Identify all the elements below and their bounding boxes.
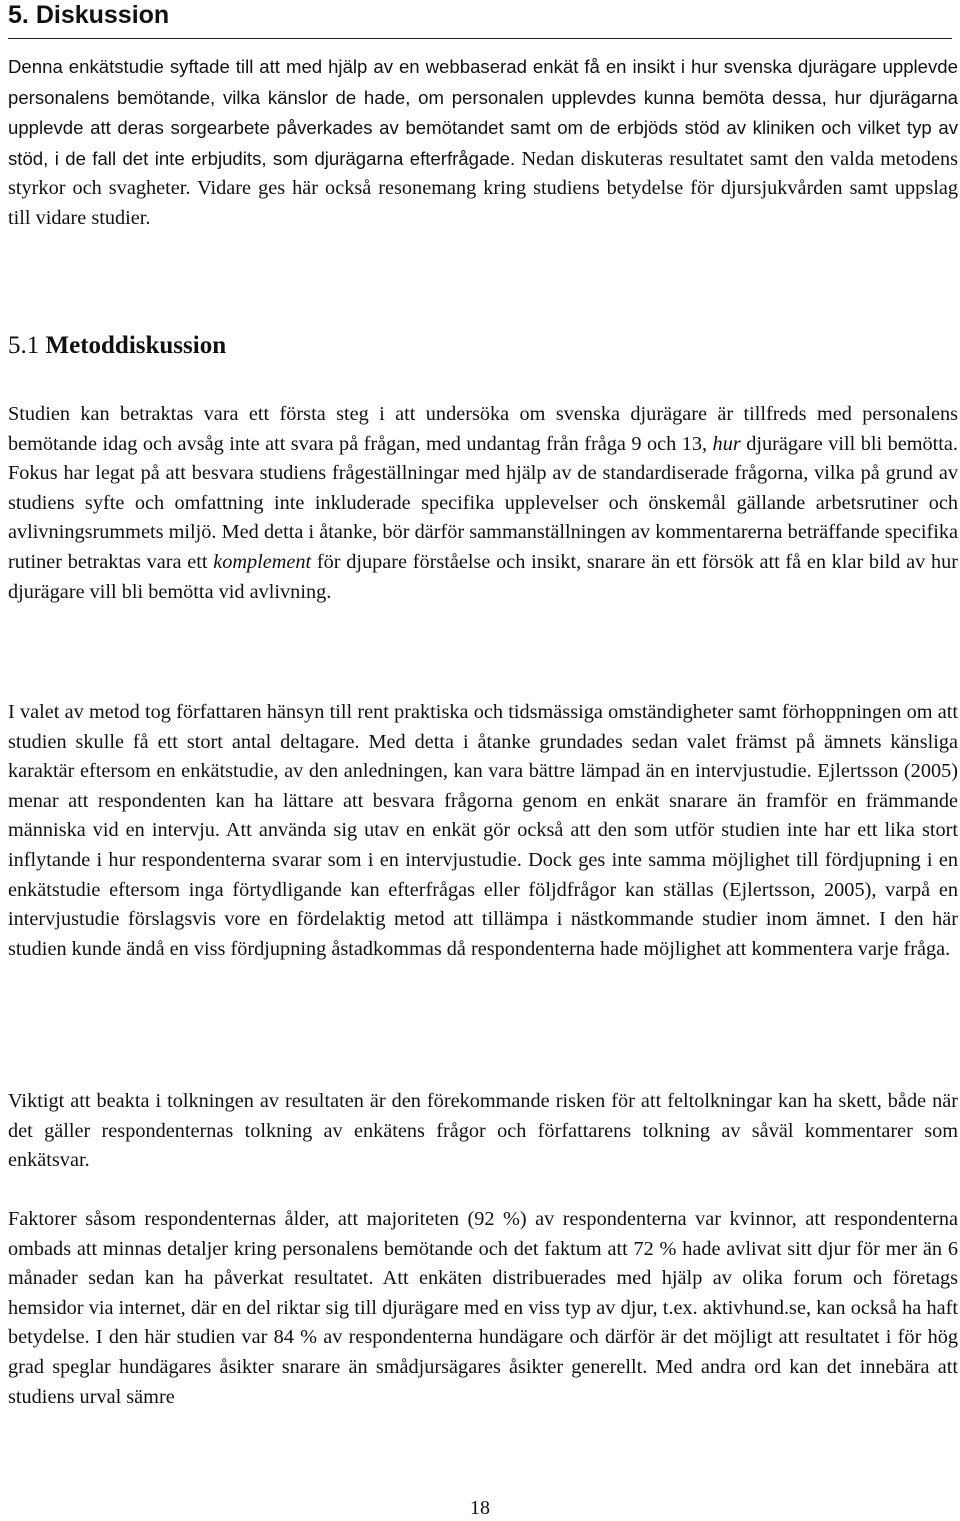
page-number: 18 <box>470 1497 490 1519</box>
method-paragraph-3: Viktigt att beakta i tolkningen av resultaten är den förekommande risken för att feltolkningar kan ha skett, både när det gäller respondenternas tolkning av enkätens frågor och författarens tolkning av såväl kommentarer som enkätsvar. <box>8 1090 958 1172</box>
emphasis-komplement: komplement <box>213 550 312 573</box>
section-heading <box>8 330 226 362</box>
intro-text-serif: Nedan diskuteras resultatet samt den valda metodens styrkor och svagheter. Vidare ges här också resonemang kring studiens betydelse för djursjukvården samt uppslag till vidare studier. <box>8 147 958 229</box>
chapter-number: 5. <box>8 1 29 29</box>
emphasis-hur: hur <box>712 432 741 455</box>
chapter-heading <box>8 0 952 39</box>
intro-paragraph <box>8 52 958 234</box>
method-paragraph-4: Faktorer såsom respondenternas ålder, att majoriteten (92 %) av respondenterna var kvinnor, att respondenterna ombads att minnas detaljer kring personalens bemötande och det faktum att 72 % hade avlivat sitt djur för mer än 6 månader sedan kan ha påverkat resultatet. Att enkäten distribuerades med hjälp av olika forum och företags hemsidor via internet, där en del riktar sig till djurägare med en viss typ av djur, t.ex. aktivhund.se, kan också ha haft betydelse. I den här studien var 84 % av respondenterna hundägare och därför är det möjligt att resultatet i för hög grad speglar hundägares åsikter snarare än smådjursägares åsikter generellt. Med andra ord kan det innebära att studiens urval sämre <box>8 1208 958 1408</box>
section-title: Metoddiskussion <box>45 332 227 359</box>
chapter-title: Diskussion <box>35 1 170 29</box>
section-number: 5.1 <box>8 332 40 359</box>
method-paragraph-2: I valet av metod tog författaren hänsyn till rent praktiska och tidsmässiga omständigheter samt förhoppningen om att studien skulle få ett stort antal deltagare. Med detta i åtanke grundades sedan valet främst på ämnets känsliga karaktär eftersom en enkätstudie, av den anledningen, kan vara bättre lämpad än en intervjustudie. Ejlertsson (2005) menar att respondenten kan ha lättare att besvara frågorna genom en enkät snarare än framför en främmande människa vid en intervju. Att använda sig utav en enkät gör också att den som utför studien inte har ett lika stort inflytande i hur respondenterna svarar som i en intervjustudie. Dock ges inte samma möjlighet till fördjupning i en enkätstudie eftersom inga förtydligande kan efterfrågas eller följdfrågor kan ställas (Ejlertsson, 2005), varpå en intervjustudie förslagsvis vore en fördelaktig metod att tillämpa i nästkommande studier inom ämnet. I den här studien kunde ändå en viss fördjupning åstadkommas då respondenterna hade möjlighet att kommentera varje fråga. <box>8 701 958 960</box>
method-paragraph-1: Studien kan betraktas vara ett första steg i att undersöka om svenska djurägare är tillfreds med personalens bemötande idag och avsåg inte att svara på frågan, med undantag från fråga 9 och 13, hur djurägare vill bli bemötta. Fokus har legat på att besvara studiens frågeställningar med hjälp av de standardiserade frågorna, vilka på grund av studiens syfte och omfattning inte inkluderade specifika upplevelser och önskemål gällande arbetsrutiner och avlivningsrummets miljö. Med detta i åtanke, bör därför sammanställningen av kommentarerna beträffande specifika rutiner betraktas vara ett komplement för djupare förståelse och insikt, snarare än ett försök att få en klar bild av hur djurägare vill bli bemötta vid avlivning. <box>8 403 959 603</box>
intro-text-sans: Denna enkätstudie syftade till att med hjälp av en webbaserad enkät få en insikt i hur svenska djurägare upplevde personalens bemötande, vilka känslor de hade, om personalen upplevdes kunna bemöta dessa, hur djurägarna upplevde att deras sorgearbete påverkades av bemötandet samt om de erbjöds stöd av kliniken och vilket typ av stöd, i de fall det inte erbjudits, som djurägarna efterfrågade. <box>8 56 958 169</box>
